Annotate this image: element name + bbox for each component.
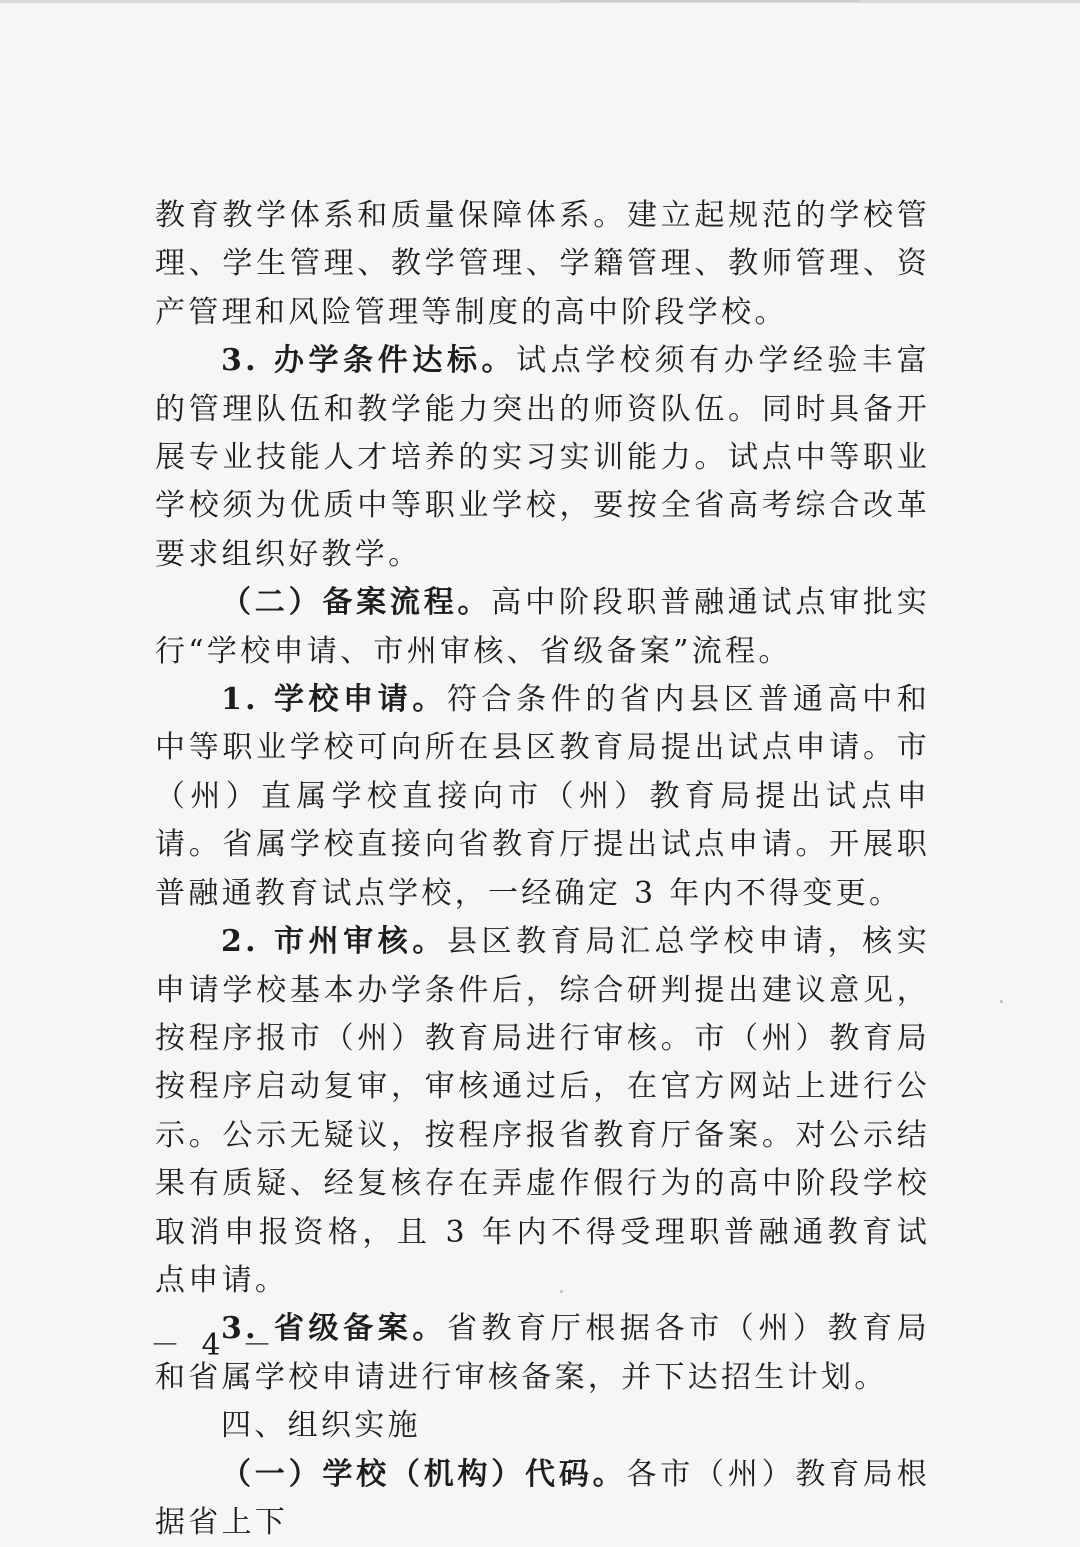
paragraph-text: 高中阶段职普融通试点审批实行“学校申请、市州审核、省级备案”流程。: [155, 585, 930, 669]
paragraph-3: [155, 579, 930, 676]
paragraph-lead: 2. 市州审核。: [221, 924, 447, 960]
paragraph-4: [155, 676, 930, 918]
page-number: － 4 －: [150, 1328, 279, 1363]
paragraph-7: [155, 1451, 930, 1547]
paragraph-2: [155, 337, 930, 579]
paragraph-text: 县区教育局汇总学校申请，核实申请学校基本办学条件后，综合研判提出建议意见，按程序报市（州）教育局进行审核。市（州）教育局按程序启动复审，审核通过后，在官方网站上进行公示。公示无疑议，按程序报省教育厅备案。对公示结果有质疑、经复核存在弄虚作假行为的高中阶段学校取消申报资格，且 3 年内不得受理职普融通教育试点申请。: [155, 924, 931, 1298]
paragraph-lead: 3. 办学条件达标。: [221, 343, 517, 379]
paragraph-lead: （一）学校（机构）代码。: [221, 1456, 627, 1492]
paragraph-text: 符合条件的省内县区普通高中和中等职业学校可向所在县区教育局提出试点申请。市（州）直属学校直接向市（州）教育局提出试点申请。省属学校直接向省教育厅提出试点申请。开展职普融通教育试点学校，一经确定 3 年内不得变更。: [155, 682, 931, 911]
section-heading: 四、组织实施: [221, 1408, 421, 1444]
scan-speck: [1000, 1000, 1003, 1003]
paragraph-lead: 1. 学校申请。: [221, 682, 447, 718]
paragraph-lead: （二）备案流程。: [221, 585, 492, 621]
scan-artifact: [560, 0, 860, 2]
paragraph-text: 教育教学体系和质量保障体系。建立起规范的学校管理、学生管理、教学管理、学籍管理、教师管理、资产管理和风险管理等制度的高中阶段学校。: [155, 198, 930, 330]
paragraph-text: 省教育厅根据各市（州）教育局和省属学校申请进行审核备案，并下达招生计划。: [155, 1311, 931, 1395]
paragraph-1: [155, 192, 930, 337]
paragraph-lead: 3. 省级备案。: [221, 1311, 447, 1347]
paragraph-text: 试点学校须有办学经验丰富的管理队伍和教学能力突出的师资队伍。同时具备开展专业技能人才培养的实习实训能力。试点中等职业学校须为优质中等职业学校，要按全省高考综合改革要求组织好教学。: [155, 343, 930, 572]
paragraph-text: 各市（州）教育局根据省上下: [155, 1456, 930, 1540]
paragraph-5: [155, 918, 930, 1305]
